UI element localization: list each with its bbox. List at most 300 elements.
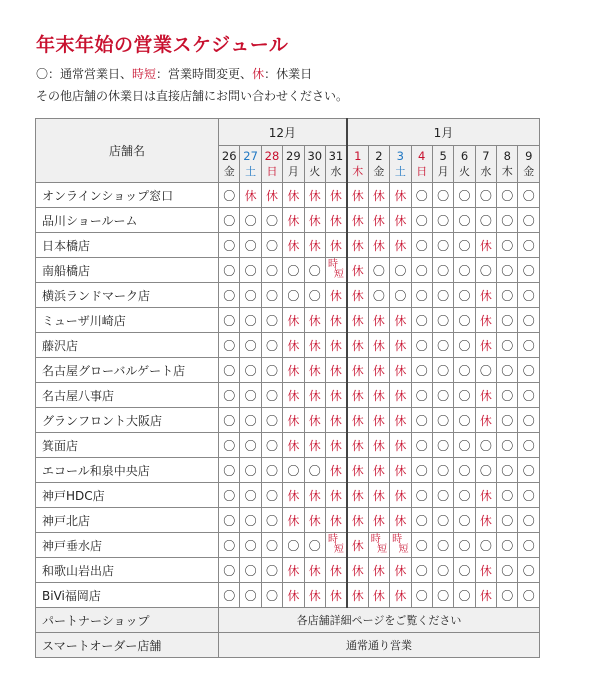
store-row (36, 383, 540, 408)
day-header-cell (368, 146, 389, 183)
day-header-cell (261, 146, 282, 183)
status-open: 〇 (411, 233, 432, 258)
status-closed: 休 (347, 358, 368, 383)
legend-open-text: ：通常営業日、 (48, 67, 133, 81)
legend-closed-text: ：休業日 (264, 67, 313, 81)
status-open: 〇 (368, 283, 389, 308)
short-hours-char: 短 (333, 544, 344, 555)
status-open: 〇 (304, 533, 325, 558)
status-closed: 休 (475, 508, 496, 533)
status-short-hours (368, 533, 389, 558)
store-name: 和歌山岩出店 (36, 558, 219, 583)
status-open: 〇 (432, 358, 453, 383)
store-name: 横浜ランドマーク店 (36, 283, 219, 308)
status-closed: 休 (347, 533, 368, 558)
status-open: 〇 (390, 258, 411, 283)
status-open: 〇 (432, 233, 453, 258)
status-open: 〇 (261, 408, 282, 433)
short-hours-char: 短 (398, 544, 409, 555)
status-closed: 休 (283, 308, 304, 333)
store-row (36, 258, 540, 283)
status-closed: 休 (368, 433, 389, 458)
status-open: 〇 (219, 508, 240, 533)
status-closed: 休 (304, 208, 325, 233)
day-weekday: 月 (287, 165, 299, 178)
short-hours-char: 短 (377, 544, 388, 555)
status-short-hours (390, 533, 411, 558)
status-closed: 休 (347, 558, 368, 583)
status-open: 〇 (219, 183, 240, 208)
status-open: 〇 (475, 183, 496, 208)
status-open: 〇 (497, 383, 518, 408)
day-weekday: 土 (245, 165, 257, 178)
status-closed: 休 (347, 283, 368, 308)
store-name: BiVi福岡店 (36, 583, 219, 608)
status-open: 〇 (432, 308, 453, 333)
status-open: 〇 (454, 583, 475, 608)
status-open: 〇 (411, 208, 432, 233)
status-open: 〇 (454, 208, 475, 233)
status-open: 〇 (454, 183, 475, 208)
day-number: 6 (460, 149, 469, 163)
status-closed: 休 (325, 208, 346, 233)
short-hours-char: 時 (392, 534, 403, 545)
status-open: 〇 (240, 233, 261, 258)
store-name: 神戸垂水店 (36, 533, 219, 558)
status-closed: 休 (390, 308, 411, 333)
status-open: 〇 (219, 208, 240, 233)
status-open: 〇 (261, 358, 282, 383)
status-closed: 休 (347, 508, 368, 533)
status-open: 〇 (432, 333, 453, 358)
status-closed: 休 (368, 558, 389, 583)
day-header-cell (411, 146, 432, 183)
status-open: 〇 (240, 358, 261, 383)
short-hours-char: 時 (370, 534, 381, 545)
status-open: 〇 (497, 258, 518, 283)
status-open: 〇 (219, 583, 240, 608)
day-number: 30 (307, 149, 323, 163)
status-open: 〇 (261, 558, 282, 583)
status-open: 〇 (518, 508, 540, 533)
day-number: 27 (243, 149, 258, 163)
status-closed: 休 (368, 333, 389, 358)
status-open: 〇 (304, 283, 325, 308)
day-header-cell (497, 146, 518, 183)
status-closed: 休 (325, 183, 346, 208)
status-open: 〇 (497, 233, 518, 258)
status-closed: 休 (368, 408, 389, 433)
status-open: 〇 (518, 258, 540, 283)
status-closed: 休 (304, 308, 325, 333)
status-closed: 休 (475, 233, 496, 258)
status-open: 〇 (432, 533, 453, 558)
status-open: 〇 (219, 258, 240, 283)
status-closed: 休 (325, 433, 346, 458)
status-open: 〇 (261, 483, 282, 508)
day-number: 4 (418, 149, 426, 163)
status-closed: 休 (325, 483, 346, 508)
status-open: 〇 (518, 233, 540, 258)
status-open: 〇 (219, 383, 240, 408)
page-title: 年末年始の営業スケジュール (36, 34, 289, 56)
status-closed: 休 (325, 558, 346, 583)
status-closed: 休 (304, 358, 325, 383)
status-closed: 休 (475, 333, 496, 358)
special-row-name: パートナーショップ (36, 608, 219, 633)
status-open: 〇 (240, 533, 261, 558)
day-number: 5 (439, 149, 447, 163)
status-open: 〇 (454, 433, 475, 458)
day-weekday: 日 (416, 165, 428, 178)
status-closed: 休 (304, 508, 325, 533)
store-name: オンラインショップ窓口 (36, 183, 219, 208)
status-open: 〇 (518, 183, 540, 208)
status-open: 〇 (283, 283, 304, 308)
status-open: 〇 (219, 408, 240, 433)
store-row (36, 283, 540, 308)
status-open: 〇 (475, 433, 496, 458)
store-row (36, 533, 540, 558)
status-open: 〇 (219, 458, 240, 483)
store-name: 神戸HDC店 (36, 483, 219, 508)
status-closed: 休 (283, 208, 304, 233)
status-closed: 休 (325, 383, 346, 408)
store-row (36, 208, 540, 233)
day-header-cell (454, 146, 475, 183)
status-closed: 休 (283, 508, 304, 533)
legend-short-text: ：営業時間変更、 (156, 67, 253, 81)
status-open: 〇 (219, 558, 240, 583)
status-open: 〇 (261, 208, 282, 233)
status-open: 〇 (240, 383, 261, 408)
day-header-cell (347, 146, 368, 183)
status-open: 〇 (261, 308, 282, 333)
day-header-cell (283, 146, 304, 183)
status-open: 〇 (518, 533, 540, 558)
status-closed: 休 (325, 308, 346, 333)
status-closed: 休 (347, 408, 368, 433)
month-header-row (36, 119, 540, 146)
status-open: 〇 (411, 283, 432, 308)
legend (36, 63, 312, 85)
status-open: 〇 (475, 358, 496, 383)
day-header-cell (475, 146, 496, 183)
day-header-cell (518, 146, 540, 183)
status-open: 〇 (518, 483, 540, 508)
status-open: 〇 (411, 483, 432, 508)
status-open: 〇 (518, 583, 540, 608)
status-open: 〇 (411, 533, 432, 558)
status-closed: 休 (368, 508, 389, 533)
status-closed: 休 (325, 233, 346, 258)
status-open: 〇 (497, 358, 518, 383)
status-closed: 休 (390, 408, 411, 433)
status-open: 〇 (432, 483, 453, 508)
status-closed: 休 (325, 508, 346, 533)
status-closed: 休 (347, 583, 368, 608)
store-row (36, 483, 540, 508)
status-open: 〇 (454, 233, 475, 258)
status-closed: 休 (283, 333, 304, 358)
status-closed: 休 (304, 483, 325, 508)
status-open: 〇 (304, 458, 325, 483)
special-row (36, 633, 540, 658)
store-name: 南船橋店 (36, 258, 219, 283)
status-open: 〇 (261, 583, 282, 608)
status-open: 〇 (240, 308, 261, 333)
status-closed: 休 (390, 183, 411, 208)
status-closed: 休 (325, 283, 346, 308)
status-open: 〇 (411, 408, 432, 433)
status-closed: 休 (368, 383, 389, 408)
status-closed: 休 (347, 333, 368, 358)
status-open: 〇 (219, 358, 240, 383)
status-open: 〇 (497, 283, 518, 308)
status-closed: 休 (283, 408, 304, 433)
day-weekday: 水 (480, 165, 492, 178)
status-closed: 休 (283, 233, 304, 258)
status-open: 〇 (390, 283, 411, 308)
day-number: 31 (328, 149, 344, 163)
store-row (36, 508, 540, 533)
status-open: 〇 (475, 533, 496, 558)
store-name: ミューザ川崎店 (36, 308, 219, 333)
store-row (36, 358, 540, 383)
day-weekday: 木 (501, 165, 513, 178)
day-number: 29 (286, 149, 301, 163)
status-open: 〇 (454, 333, 475, 358)
status-closed: 休 (390, 208, 411, 233)
month-header-december: 12月 (219, 119, 347, 146)
status-closed: 休 (325, 458, 346, 483)
status-open: 〇 (261, 508, 282, 533)
status-open: 〇 (261, 433, 282, 458)
status-open: 〇 (240, 508, 261, 533)
day-weekday: 金 (223, 165, 235, 178)
status-closed: 休 (475, 558, 496, 583)
store-row (36, 333, 540, 358)
status-open: 〇 (240, 558, 261, 583)
status-closed: 休 (347, 483, 368, 508)
status-closed: 休 (347, 208, 368, 233)
status-closed: 休 (304, 583, 325, 608)
status-open: 〇 (497, 508, 518, 533)
status-closed: 休 (261, 183, 282, 208)
status-closed: 休 (390, 233, 411, 258)
status-closed: 休 (475, 483, 496, 508)
status-open: 〇 (240, 458, 261, 483)
status-closed: 休 (304, 433, 325, 458)
status-closed: 休 (325, 333, 346, 358)
store-row (36, 408, 540, 433)
status-open: 〇 (368, 258, 389, 283)
status-closed: 休 (390, 383, 411, 408)
schedule-table (35, 118, 540, 658)
day-weekday: 火 (458, 165, 470, 178)
status-open: 〇 (219, 333, 240, 358)
status-open: 〇 (475, 208, 496, 233)
day-number: 8 (503, 149, 511, 163)
store-name: 名古屋グローバルゲート店 (36, 358, 219, 383)
status-closed: 休 (475, 583, 496, 608)
status-open: 〇 (240, 208, 261, 233)
day-header-cell (390, 146, 411, 183)
status-open: 〇 (432, 183, 453, 208)
status-open: 〇 (219, 483, 240, 508)
status-open: 〇 (454, 533, 475, 558)
status-closed: 休 (475, 408, 496, 433)
status-open: 〇 (261, 258, 282, 283)
status-open: 〇 (261, 233, 282, 258)
status-open: 〇 (283, 533, 304, 558)
day-weekday: 木 (352, 165, 364, 178)
status-closed: 休 (325, 408, 346, 433)
schedule-table-head (36, 119, 540, 183)
store-name: エコール和泉中央店 (36, 458, 219, 483)
status-closed: 休 (368, 308, 389, 333)
day-header-cell (219, 146, 240, 183)
day-header-cell (304, 146, 325, 183)
legend-closed-label: 休 (252, 67, 265, 81)
status-open: 〇 (518, 283, 540, 308)
status-open: 〇 (518, 308, 540, 333)
status-open: 〇 (411, 358, 432, 383)
status-open: 〇 (219, 533, 240, 558)
status-open: 〇 (261, 458, 282, 483)
status-open: 〇 (454, 483, 475, 508)
status-open: 〇 (454, 283, 475, 308)
status-open: 〇 (475, 258, 496, 283)
status-open: 〇 (411, 333, 432, 358)
day-number: 9 (525, 149, 533, 163)
status-open: 〇 (304, 258, 325, 283)
store-row (36, 308, 540, 333)
status-open: 〇 (432, 208, 453, 233)
status-open: 〇 (261, 333, 282, 358)
status-open: 〇 (518, 408, 540, 433)
status-closed: 休 (283, 433, 304, 458)
store-row (36, 233, 540, 258)
status-open: 〇 (497, 458, 518, 483)
status-open: 〇 (454, 358, 475, 383)
status-closed: 休 (475, 283, 496, 308)
status-open: 〇 (240, 408, 261, 433)
status-open: 〇 (497, 558, 518, 583)
store-name: 箕面店 (36, 433, 219, 458)
special-row-message: 通常通り営業 (219, 633, 540, 658)
day-weekday: 月 (437, 165, 449, 178)
status-open: 〇 (411, 383, 432, 408)
store-name: 品川ショールーム (36, 208, 219, 233)
day-weekday: 金 (523, 165, 535, 178)
short-hours-char: 時 (327, 534, 338, 545)
status-open: 〇 (261, 533, 282, 558)
status-closed: 休 (283, 483, 304, 508)
status-open: 〇 (454, 458, 475, 483)
status-open: 〇 (497, 433, 518, 458)
status-open: 〇 (411, 433, 432, 458)
status-closed: 休 (283, 183, 304, 208)
store-name: 神戸北店 (36, 508, 219, 533)
store-name: 日本橋店 (36, 233, 219, 258)
status-open: 〇 (411, 308, 432, 333)
status-open: 〇 (240, 483, 261, 508)
short-hours-char: 短 (333, 269, 344, 280)
day-number: 26 (221, 149, 237, 163)
status-closed: 休 (283, 358, 304, 383)
store-name: グランフロント大阪店 (36, 408, 219, 433)
status-open: 〇 (518, 558, 540, 583)
status-closed: 休 (325, 358, 346, 383)
status-open: 〇 (497, 408, 518, 433)
status-open: 〇 (240, 283, 261, 308)
status-closed: 休 (304, 558, 325, 583)
schedule-table-body (36, 183, 540, 658)
day-number: 3 (396, 149, 404, 163)
status-closed: 休 (368, 358, 389, 383)
status-closed: 休 (475, 383, 496, 408)
status-closed: 休 (390, 358, 411, 383)
status-closed: 休 (368, 458, 389, 483)
store-row (36, 583, 540, 608)
day-header-cell (432, 146, 453, 183)
day-weekday: 水 (330, 165, 342, 178)
day-number: 28 (264, 149, 280, 163)
status-open: 〇 (411, 458, 432, 483)
status-closed: 休 (390, 558, 411, 583)
status-closed: 休 (390, 583, 411, 608)
day-number: 2 (375, 149, 383, 163)
status-open: 〇 (283, 458, 304, 483)
status-open: 〇 (432, 508, 453, 533)
status-closed: 休 (368, 233, 389, 258)
store-name: 名古屋八事店 (36, 383, 219, 408)
status-open: 〇 (454, 508, 475, 533)
status-closed: 休 (347, 383, 368, 408)
status-open: 〇 (411, 183, 432, 208)
day-header-cell (240, 146, 261, 183)
status-open: 〇 (219, 308, 240, 333)
status-open: 〇 (240, 433, 261, 458)
store-row (36, 183, 540, 208)
status-open: 〇 (432, 558, 453, 583)
day-header-cell (325, 146, 346, 183)
status-closed: 休 (347, 458, 368, 483)
status-open: 〇 (411, 583, 432, 608)
status-open: 〇 (411, 558, 432, 583)
status-closed: 休 (390, 433, 411, 458)
status-open: 〇 (497, 208, 518, 233)
month-header-january: 1月 (347, 119, 540, 146)
status-closed: 休 (283, 383, 304, 408)
status-open: 〇 (432, 458, 453, 483)
status-open: 〇 (219, 433, 240, 458)
status-open: 〇 (518, 358, 540, 383)
status-closed: 休 (304, 183, 325, 208)
store-column-header: 店舗名 (36, 119, 219, 183)
status-open: 〇 (432, 258, 453, 283)
special-row-name: スマートオーダー店舗 (36, 633, 219, 658)
status-open: 〇 (454, 383, 475, 408)
day-weekday: 火 (309, 165, 321, 178)
status-open: 〇 (518, 458, 540, 483)
day-weekday: 土 (394, 165, 406, 178)
legend-short-label: 時短 (132, 67, 157, 81)
status-open: 〇 (497, 308, 518, 333)
status-open: 〇 (432, 583, 453, 608)
status-closed: 休 (304, 408, 325, 433)
